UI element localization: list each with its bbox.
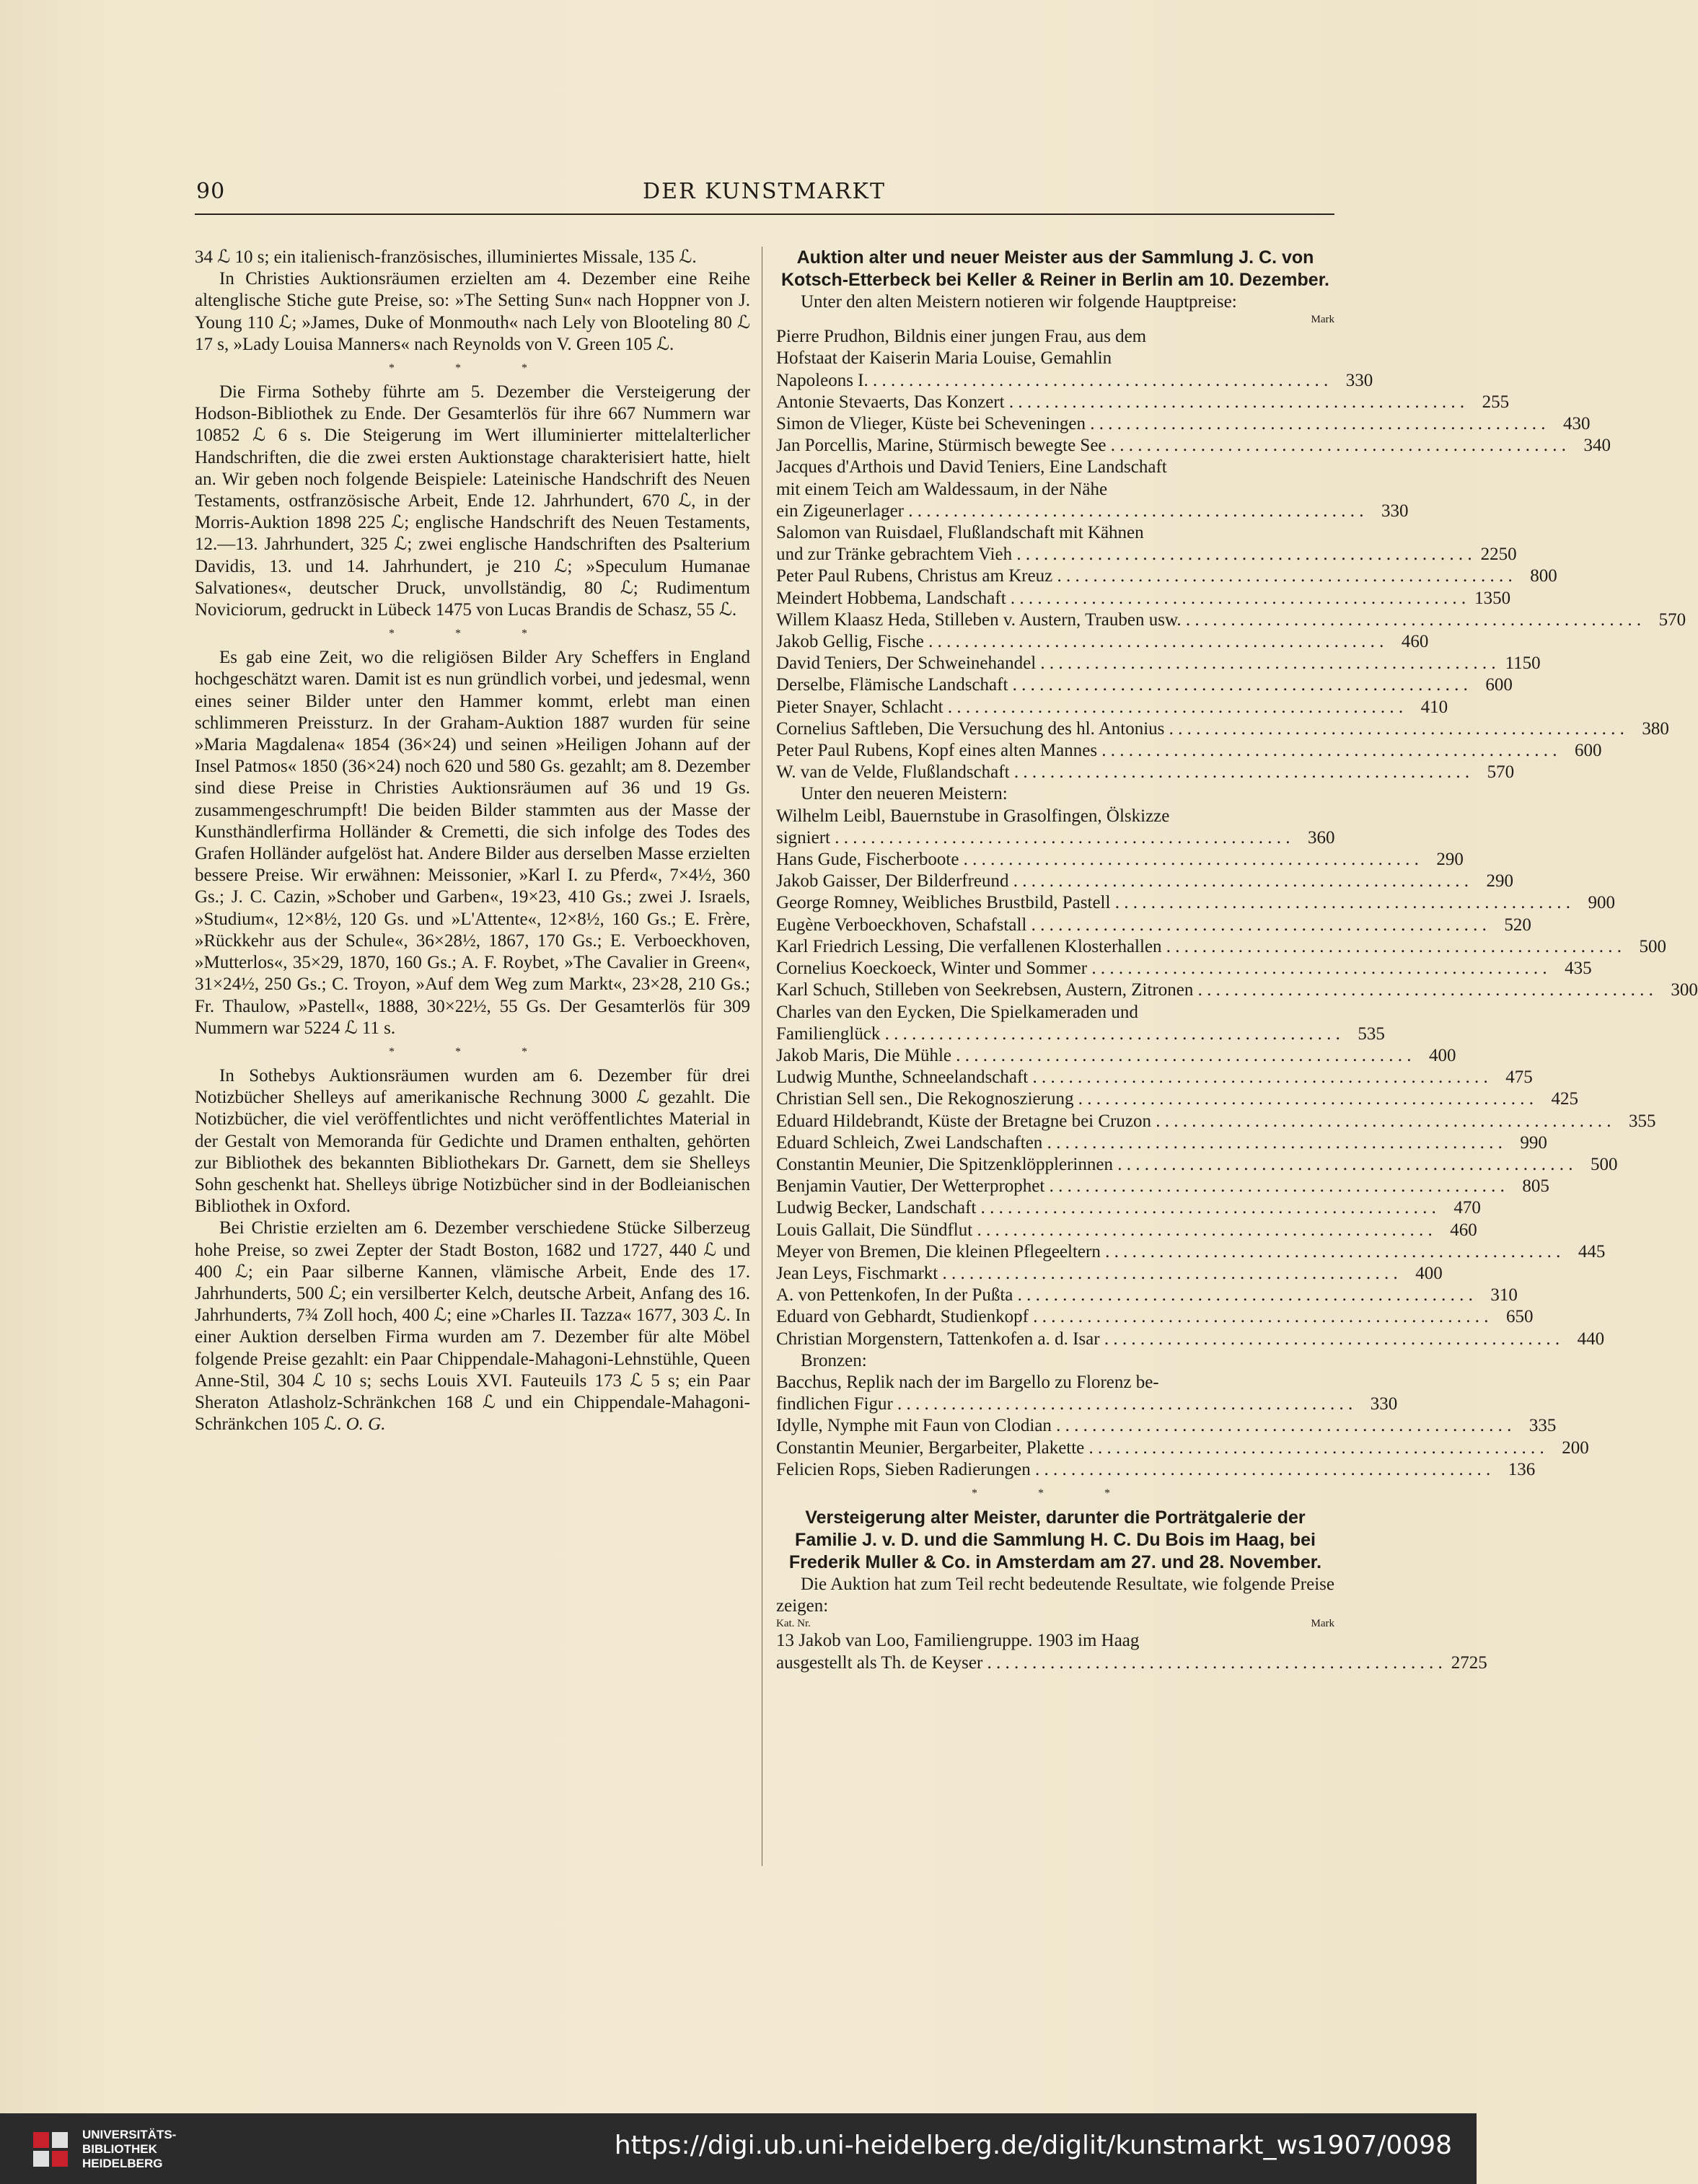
entry-title: Louis Gallait, Die Sündflut <box>776 1220 973 1240</box>
entry-title: Salomon van Ruisdael, Flußlandschaft mit Kähnen <box>776 523 1144 543</box>
author-signature: O. G. <box>346 1414 386 1435</box>
price-entry <box>776 1306 1534 1328</box>
price-entry <box>776 674 1513 696</box>
entry-title: Simon de Vlieger, Küste bei Scheveningen <box>776 414 1086 434</box>
entry-title: Eugène Verboeckhoven, Schafstall <box>776 915 1027 935</box>
entry-price: 520 <box>1504 915 1531 935</box>
entry-title: Constantin Meunier, Die Spitzenklöpplerinnen <box>776 1154 1113 1174</box>
entry-title: Jan Porcellis, Marine, Stürmisch bewegte See <box>776 436 1107 456</box>
entry-text <box>776 1088 1534 1110</box>
entry-title: Ludwig Becker, Landschaft <box>776 1198 977 1218</box>
entry-price: 1150 <box>1505 653 1541 674</box>
entry-title: Cornelius Koeckoeck, Winter und Sommer <box>776 959 1088 979</box>
entry-text <box>776 522 1472 565</box>
entry-text <box>776 936 1622 958</box>
entry-title: Christian Morgenstern, Tattenkofen a. d. Isar <box>776 1329 1100 1349</box>
price-entry <box>776 936 1667 958</box>
entry-text <box>776 958 1547 979</box>
entry-text <box>776 979 1653 1001</box>
entry-text <box>776 1220 1433 1241</box>
entry-text <box>776 1329 1560 1350</box>
entry-price: 570 <box>1658 609 1686 630</box>
entry-text <box>776 1002 1340 1045</box>
price-entry <box>776 435 1611 457</box>
price-entry <box>776 849 1464 871</box>
entry-price: 360 <box>1308 827 1335 847</box>
price-entry <box>776 1241 1606 1263</box>
entry-price: 900 <box>1588 893 1615 913</box>
entry-text <box>776 392 1464 413</box>
price-entry <box>776 653 1541 674</box>
price-entry <box>776 1329 1605 1350</box>
price-entry <box>776 1285 1518 1306</box>
entry-title: Meyer von Bremen, Die kleinen Pflegeeltern <box>776 1241 1101 1261</box>
entry-title: Karl Friedrich Lessing, Die verfallenen Klosterhallen <box>776 936 1162 956</box>
library-name-line: UNIVERSITÄTS- <box>82 2128 177 2141</box>
price-entry <box>776 1630 1487 1673</box>
entry-title: Eduard Hildebrandt, Küste der Bretagne bei Cruzon <box>776 1111 1151 1131</box>
entry-text <box>776 653 1496 674</box>
price-entry <box>776 1197 1481 1219</box>
entry-price: 300 <box>1671 980 1698 1000</box>
entry-text <box>776 849 1419 871</box>
entry-text <box>776 871 1469 892</box>
entry-continuation: ein Zigeunerlager . . . <box>806 501 1364 522</box>
entry-title: Wilhelm Leibl, Bauernstube in Grasolfingen, Ölskizze <box>776 806 1170 826</box>
entry-text <box>776 609 1641 631</box>
entry-price: 200 <box>1562 1437 1589 1458</box>
entry-price: 475 <box>1505 1067 1533 1088</box>
entry-title: Ludwig Munthe, Schneelandschaft <box>776 1067 1029 1088</box>
entry-price: 330 <box>1370 1394 1398 1414</box>
bronzes-list <box>776 1372 1589 1481</box>
entry-text <box>776 1306 1488 1328</box>
entry-title: Bacchus, Replik nach der im Bargello zu Florenz be- <box>776 1372 1159 1392</box>
section-separator: * * * <box>389 1045 556 1058</box>
section-heading: Auktion alter und neuer Meister aus der Sammlung J. C. von Kotsch-Etterbeck bei Keller & Reiner in Berlin am 10. Dezember. <box>781 247 1329 290</box>
section-separator: * * * <box>972 1487 1139 1500</box>
entry-price: 400 <box>1429 1045 1456 1065</box>
price-entry <box>776 1154 1618 1176</box>
price-entry <box>776 979 1698 1001</box>
entry-continuation: Napoleons I. . . . <box>806 370 1328 392</box>
price-entry <box>776 697 1448 718</box>
entry-title: Peter Paul Rubens, Kopf eines alten Mannes <box>776 741 1098 761</box>
entry-continuation: signiert . . . <box>806 827 1290 849</box>
entry-price: 410 <box>1420 697 1448 717</box>
price-entry <box>776 457 1409 522</box>
section-separator: * * * <box>389 628 556 640</box>
entry-price: 255 <box>1482 392 1510 412</box>
entry-text <box>776 762 1469 783</box>
entry-price: 400 <box>1415 1263 1443 1283</box>
price-entry <box>776 1415 1557 1437</box>
entry-title: Jakob Gellig, Fische <box>776 632 924 652</box>
entry-title: Willem Klaasz Heda, Stilleben v. Austern, Trauben usw. <box>776 609 1182 630</box>
entry-price: 2250 <box>1480 545 1517 565</box>
entry-text <box>776 1459 1490 1481</box>
entry-text <box>776 806 1290 849</box>
price-entry <box>776 609 1686 631</box>
paragraph-text: Bei Christie erzielten am 6. Dezember verschiedene Stücke Silberzeug hohe Preise, so zwei Zepter der Stadt Boston, 1682 und 1727, 440 ℒ und 400 ℒ; ein Paar silberne Kannen, vlämische Arbeit, Ende des 17. Jahrhunderts, 500 ℒ; ein versilberter Kelch, deutsche Arbeit, Anfang des 16. Jahrhunderts, 7¾ Zoll hoch, 400 ℒ; eine »Charles II. Tazza« 1677, 303 ℒ. In einer Auktion derselben Firma wurden am 7. Dezember für alte Möbel folgende Preise gezahlt: ein Paar Chippendale-Mahagoni-Lehnstühle, Queen Anne-Stil, 304 ℒ 10 s; sechs Louis XVI. Fauteuils 173 ℒ 5 s; ein Paar Sheraton Atlasholz-Schränkchen 168 ℒ und ein Chippendale-Mahagoni-Schränkchen 105 ℒ. <box>195 1218 750 1435</box>
library-name-line: BIBLIOTHEK <box>82 2142 157 2156</box>
entry-title: Cornelius Saftleben, Die Versuchung des hl. Antonius <box>776 718 1165 739</box>
entry-text <box>776 413 1546 435</box>
entry-text <box>776 1197 1436 1219</box>
entry-price: 290 <box>1486 871 1514 891</box>
old-masters-list <box>776 326 1686 783</box>
price-entry <box>776 892 1615 914</box>
price-entry <box>776 588 1511 609</box>
entry-price: 440 <box>1577 1329 1605 1349</box>
entry-continuation: Familienglück . . . <box>806 1023 1340 1045</box>
entry-price: 445 <box>1578 1241 1606 1261</box>
price-entry <box>776 631 1429 653</box>
price-entry <box>776 718 1669 740</box>
entry-text <box>776 1285 1473 1306</box>
entry-text <box>776 565 1513 587</box>
price-entry <box>776 806 1334 849</box>
entry-title: Jakob Maris, Die Mühle <box>776 1045 952 1065</box>
price-entry <box>776 1111 1656 1132</box>
new-masters-list <box>776 806 1698 1350</box>
price-entry <box>776 413 1591 435</box>
entry-price: 340 <box>1583 436 1611 456</box>
price-entry <box>776 1067 1533 1088</box>
entry-title: David Teniers, Der Schweinehandel <box>776 653 1037 674</box>
entry-price: 570 <box>1487 762 1515 783</box>
entry-title: Benjamin Vautier, Der Wetterprophet <box>776 1176 1045 1197</box>
entry-price: 330 <box>1381 501 1409 521</box>
entry-price: 460 <box>1450 1220 1477 1240</box>
catalog-number-label: Kat. Nr. <box>776 1618 811 1630</box>
entry-title: Jean Leys, Fischmarkt <box>776 1263 938 1283</box>
entry-price: 425 <box>1551 1089 1578 1109</box>
intro-paragraph: Die Auktion hat zum Teil recht bedeutende Resultate, wie folgende Preise zeigen: <box>776 1574 1334 1616</box>
price-entry <box>776 958 1592 979</box>
paragraph: In Sothebys Auktionsräumen wurden am 6. Dezember für drei Notizbücher Shelleys auf amerikanische Rechnung 3000 ℒ gezahlt. Die Notizbücher, die viel veröffentlichtes und nicht veröffentlichtes Material in der Gestalt von Memoranda für Gedichte und Dramen enthalten, gehörten zur Bibliothek des bekannten Bibliothekars Dr. Garnett, dem sie Shelleys Sohn geschenkt hat. Shelleys übrige Notizbücher sind in der Bodleianischen Bibliothek in Oxford. <box>195 1065 750 1217</box>
running-title: DER KUNSTMARKT <box>643 179 886 204</box>
entry-text <box>776 435 1566 457</box>
price-entry <box>776 1372 1398 1415</box>
price-entry <box>776 326 1373 392</box>
entry-text <box>776 1067 1488 1088</box>
entry-text <box>776 697 1403 718</box>
paragraph: In Christies Auktionsräumen erzielten am 4. Dezember eine Reihe altenglische Stiche gute Preise, so: »The Setting Sun« nach Hoppner von J. Young 110 ℒ; »James, Duke of Monmouth« nach Lely von Blooteling 80 ℒ 17 s, »Lady Louisa Manners« nach Reynolds von V. Green 105 ℒ. <box>195 269 750 354</box>
entry-title: W. van de Velde, Flußlandschaft <box>776 762 1010 783</box>
price-entry <box>776 1437 1589 1459</box>
price-entry <box>776 1132 1547 1154</box>
paragraph: Es gab eine Zeit, wo die religiösen Bilder Ary Scheffers in England hochgeschätzt waren. Damit ist es nun gründlich vorbei, und jedesmal, wenn eines seiner Bilder unter den Hammer kommt, erlebt man einen schlimmeren Preissturz. In der Graham-Auktion 1887 wurden für seine »Maria Magdalena« 1854 (36×24) und seinen »Heiligen Johann auf der Insel Patmos« 1850 (36×24) noch 620 und 580 Gs. gezahlt; am 8. Dezember sind diese Preise in Christies Auktionsräumen auf 36 und 19 Gs. zusammengeschrumpft! Die beiden Bilder stammten aus der Masse der Kunsthändlerfirma Holländer & Cremetti, die sich infolge des Todes des Grafen Holländer aufgelöst hat. Andere Bilder aus derselben Masse erzielten bessere Preise. Wir erwähnen: Meissonier, »Karl I. zu Pferd«, 7×4½, 360 Gs.; J. C. Cazin, »Schober und Garben«, 19×23, 410 Gs.; zwei J. Israels, »Studium«, 12×8½, 120 Gs. und »L'Attente«, 12×8½, 160 Gs.; E. Frère, »Rückkehr aus der Schule«, 36×28½, 1867, 170 Gs.; E. Verboeckhoven, »Mutterlos«, 35×29, 1870, 160 Gs.; A. F. Roybet, »The Cavalier in Green«, 31×24½, 250 Gs.; C. Troyon, »Auf dem Weg zum Markt«, 23×28, 210 Gs.; Fr. Thaulow, »Pastell«, 1888, 30×22½, 55 Gs. Der Gesamterlös für 309 Nummern war 5224 ℒ 11 s. <box>195 648 750 1038</box>
section-separator: * * * <box>389 362 556 375</box>
price-entry <box>776 565 1557 587</box>
entry-continuation: findlichen Figur . . . <box>806 1393 1352 1415</box>
library-name-line: HEIDELBERG <box>82 2157 163 2170</box>
price-entry <box>776 871 1514 892</box>
intro-paragraph: Unter den alten Meistern notieren wir folgende Hauptpreise: <box>801 292 1237 312</box>
permalink-url[interactable]: https://digi.ub.uni-heidelberg.de/diglit/kunstmarkt_ws1907/0098 <box>614 2131 1452 2160</box>
entry-text <box>776 674 1468 696</box>
entry-text <box>776 631 1384 653</box>
price-entry <box>776 762 1515 783</box>
entry-title: A. von Pettenkofen, In der Pußta <box>776 1285 1013 1305</box>
entry-title: George Romney, Weibliches Brustbild, Pastell <box>776 893 1111 913</box>
entry-title: Derselbe, Flämische Landschaft <box>776 675 1008 695</box>
price-entry <box>776 915 1531 936</box>
entry-title: Peter Paul Rubens, Christus am Kreuz <box>776 566 1053 586</box>
price-entry <box>776 1459 1536 1481</box>
entry-title: Christian Sell sen., Die Rekognoszierung <box>776 1089 1074 1109</box>
entry-text <box>776 1241 1560 1263</box>
entry-price: 290 <box>1436 850 1464 870</box>
price-entry <box>776 392 1510 413</box>
entry-price: 535 <box>1358 1023 1385 1044</box>
entry-text <box>776 718 1624 740</box>
entry-price: 430 <box>1563 414 1591 434</box>
price-entry <box>776 1176 1549 1197</box>
entry-title: Karl Schuch, Stilleben von Seekrebsen, Austern, Zitronen <box>776 980 1194 1000</box>
mark-label: Mark <box>1311 314 1334 326</box>
entry-title: Jacques d'Arthois und David Teniers, Eine Landschaft <box>776 457 1167 477</box>
entry-price: 310 <box>1490 1285 1518 1305</box>
entry-text <box>776 1111 1611 1132</box>
entry-price: 380 <box>1642 718 1669 739</box>
entry-text <box>776 1372 1352 1415</box>
entry-text <box>776 1045 1412 1067</box>
entry-title: Hans Gude, Fischerboote <box>776 850 959 870</box>
entry-price: 330 <box>1345 370 1373 390</box>
entry-price: 800 <box>1530 566 1557 586</box>
entry-title: Eduard Schleich, Zwei Landschaften <box>776 1132 1043 1153</box>
page-header <box>196 179 1332 215</box>
entry-price: 335 <box>1528 1416 1557 1436</box>
entry-text <box>776 1415 1511 1437</box>
library-logo-icon <box>29 2128 72 2171</box>
entry-text <box>776 588 1466 609</box>
entry-continuation: Hofstaat der Kaiserin Maria Louise, Gemahlin <box>776 348 1112 369</box>
price-entry <box>776 1220 1477 1241</box>
entry-price: 1350 <box>1474 588 1511 608</box>
entry-price: 650 <box>1505 1307 1534 1327</box>
mark-label: Mark <box>1311 1618 1334 1630</box>
entry-text <box>776 892 1570 914</box>
entry-title: Jakob Gaisser, Der Bilderfreund <box>776 871 1009 891</box>
entry-price: 500 <box>1590 1154 1618 1174</box>
entry-title: 13 Jakob van Loo, Familiengruppe. 1903 im Haag <box>776 1631 1140 1651</box>
price-column-header <box>776 313 1334 326</box>
entry-title: Charles van den Eycken, Die Spielkameraden und <box>776 1002 1138 1022</box>
entry-price: 500 <box>1639 936 1667 956</box>
paragraph <box>195 1218 750 1435</box>
right-column <box>776 247 1698 1674</box>
entry-continuation: mit einem Teich am Waldessaum, in der Nähe <box>776 479 1108 499</box>
paragraph: 34 ℒ 10 s; ein italienisch-französisches, illuminiertes Missale, 135 ℒ. <box>195 247 697 267</box>
entry-text <box>776 915 1487 936</box>
entry-price: 600 <box>1485 675 1513 695</box>
price-entry <box>776 1045 1456 1067</box>
subheading-bronzes: Bronzen: <box>801 1350 867 1370</box>
catalog-list <box>776 1630 1487 1673</box>
entry-price: 460 <box>1401 632 1429 652</box>
entry-price: 435 <box>1565 959 1592 979</box>
entry-price: 600 <box>1575 741 1602 761</box>
entry-price: 805 <box>1522 1176 1549 1197</box>
subheading-new-masters: Unter den neueren Meistern: <box>801 784 1008 804</box>
price-entry <box>776 740 1602 762</box>
entry-title: Eduard von Gebhardt, Studienkopf <box>776 1307 1029 1327</box>
entry-title: Constantin Meunier, Bergarbeiter, Plakette <box>776 1437 1085 1458</box>
header-rule <box>195 213 1334 215</box>
entry-text <box>776 740 1557 762</box>
entry-title: Pieter Snayer, Schlacht <box>776 697 943 717</box>
entry-continuation: ausgestellt als Th. de Keyser . . . <box>806 1652 1443 1674</box>
entry-text <box>776 457 1364 522</box>
paragraph: Die Firma Sotheby führte am 5. Dezember die Versteigerung der Hodson-Bibliothek zu Ende. Der Gesamterlös für ihre 667 Nummern war 10852 ℒ 6 s. Die Steigerung im Wert illuminierter mittelalterlicher Handschriften, die die zwei ersten Auktionstage charakterisiert hatte, hielt an. Wir geben noch folgende Beispiele: Lateinische Handschrift des Neuen Testaments, ostfranzösische Arbeit, Ende 12. Jahrhundert, 670 ℒ, in der Morris-Auktion 1898 225 ℒ; englische Handschrift des Neuen Testaments, 12.—13. Jahrhundert, 325 ℒ; zwei englische Handschriften des Psalterium Davidis, 13. und 14. Jahrhundert, je 210 ℒ; »Speculum Humanae Salvationes«, deutscher Druck, unvollständig, 80 ℒ; Rudimentum Noviciorum, gedruckt in Lübeck 1475 von Lucas Brandis de Schasz, 55 ℒ. <box>195 382 750 620</box>
entry-price: 355 <box>1628 1111 1656 1131</box>
entry-text <box>776 1176 1505 1197</box>
page-number: 90 <box>196 179 226 204</box>
entry-price: 2725 <box>1451 1652 1487 1673</box>
entry-price: 470 <box>1453 1198 1481 1218</box>
price-entry <box>776 1088 1578 1110</box>
entry-price: 136 <box>1508 1459 1536 1479</box>
section-heading: Versteigerung alter Meister, darunter die Porträtgalerie der Familie J. v. D. und die Sammlung H. C. Du Bois im Haag, bei Frederik Muller & Co. in Amsterdam am 27. und 28. November. <box>788 1507 1322 1572</box>
library-name <box>82 2128 176 2171</box>
entry-text <box>776 1437 1544 1459</box>
entry-text <box>776 1132 1503 1154</box>
entry-text <box>776 1630 1443 1673</box>
price-entry <box>776 522 1517 565</box>
price-entry <box>776 1263 1443 1285</box>
left-column <box>195 247 750 1435</box>
footer-bar <box>0 2113 1477 2184</box>
entry-title: Idylle, Nymphe mit Faun von Clodian <box>776 1416 1052 1436</box>
entry-title: Meindert Hobbema, Landschaft <box>776 588 1006 608</box>
entry-text <box>776 1154 1572 1176</box>
entry-text <box>776 1263 1398 1285</box>
entry-continuation: und zur Tränke gebrachtem Vieh . . . <box>806 544 1472 565</box>
entry-title: Antonie Stevaerts, Das Konzert <box>776 392 1005 412</box>
price-column-header <box>776 1617 1334 1630</box>
entry-price: 990 <box>1520 1132 1547 1153</box>
entry-title: Felicien Rops, Sieben Radierungen <box>776 1459 1031 1479</box>
entry-text <box>776 326 1328 392</box>
entry-title: Pierre Prudhon, Bildnis einer jungen Frau, aus dem <box>776 327 1147 347</box>
price-entry <box>776 1002 1385 1045</box>
